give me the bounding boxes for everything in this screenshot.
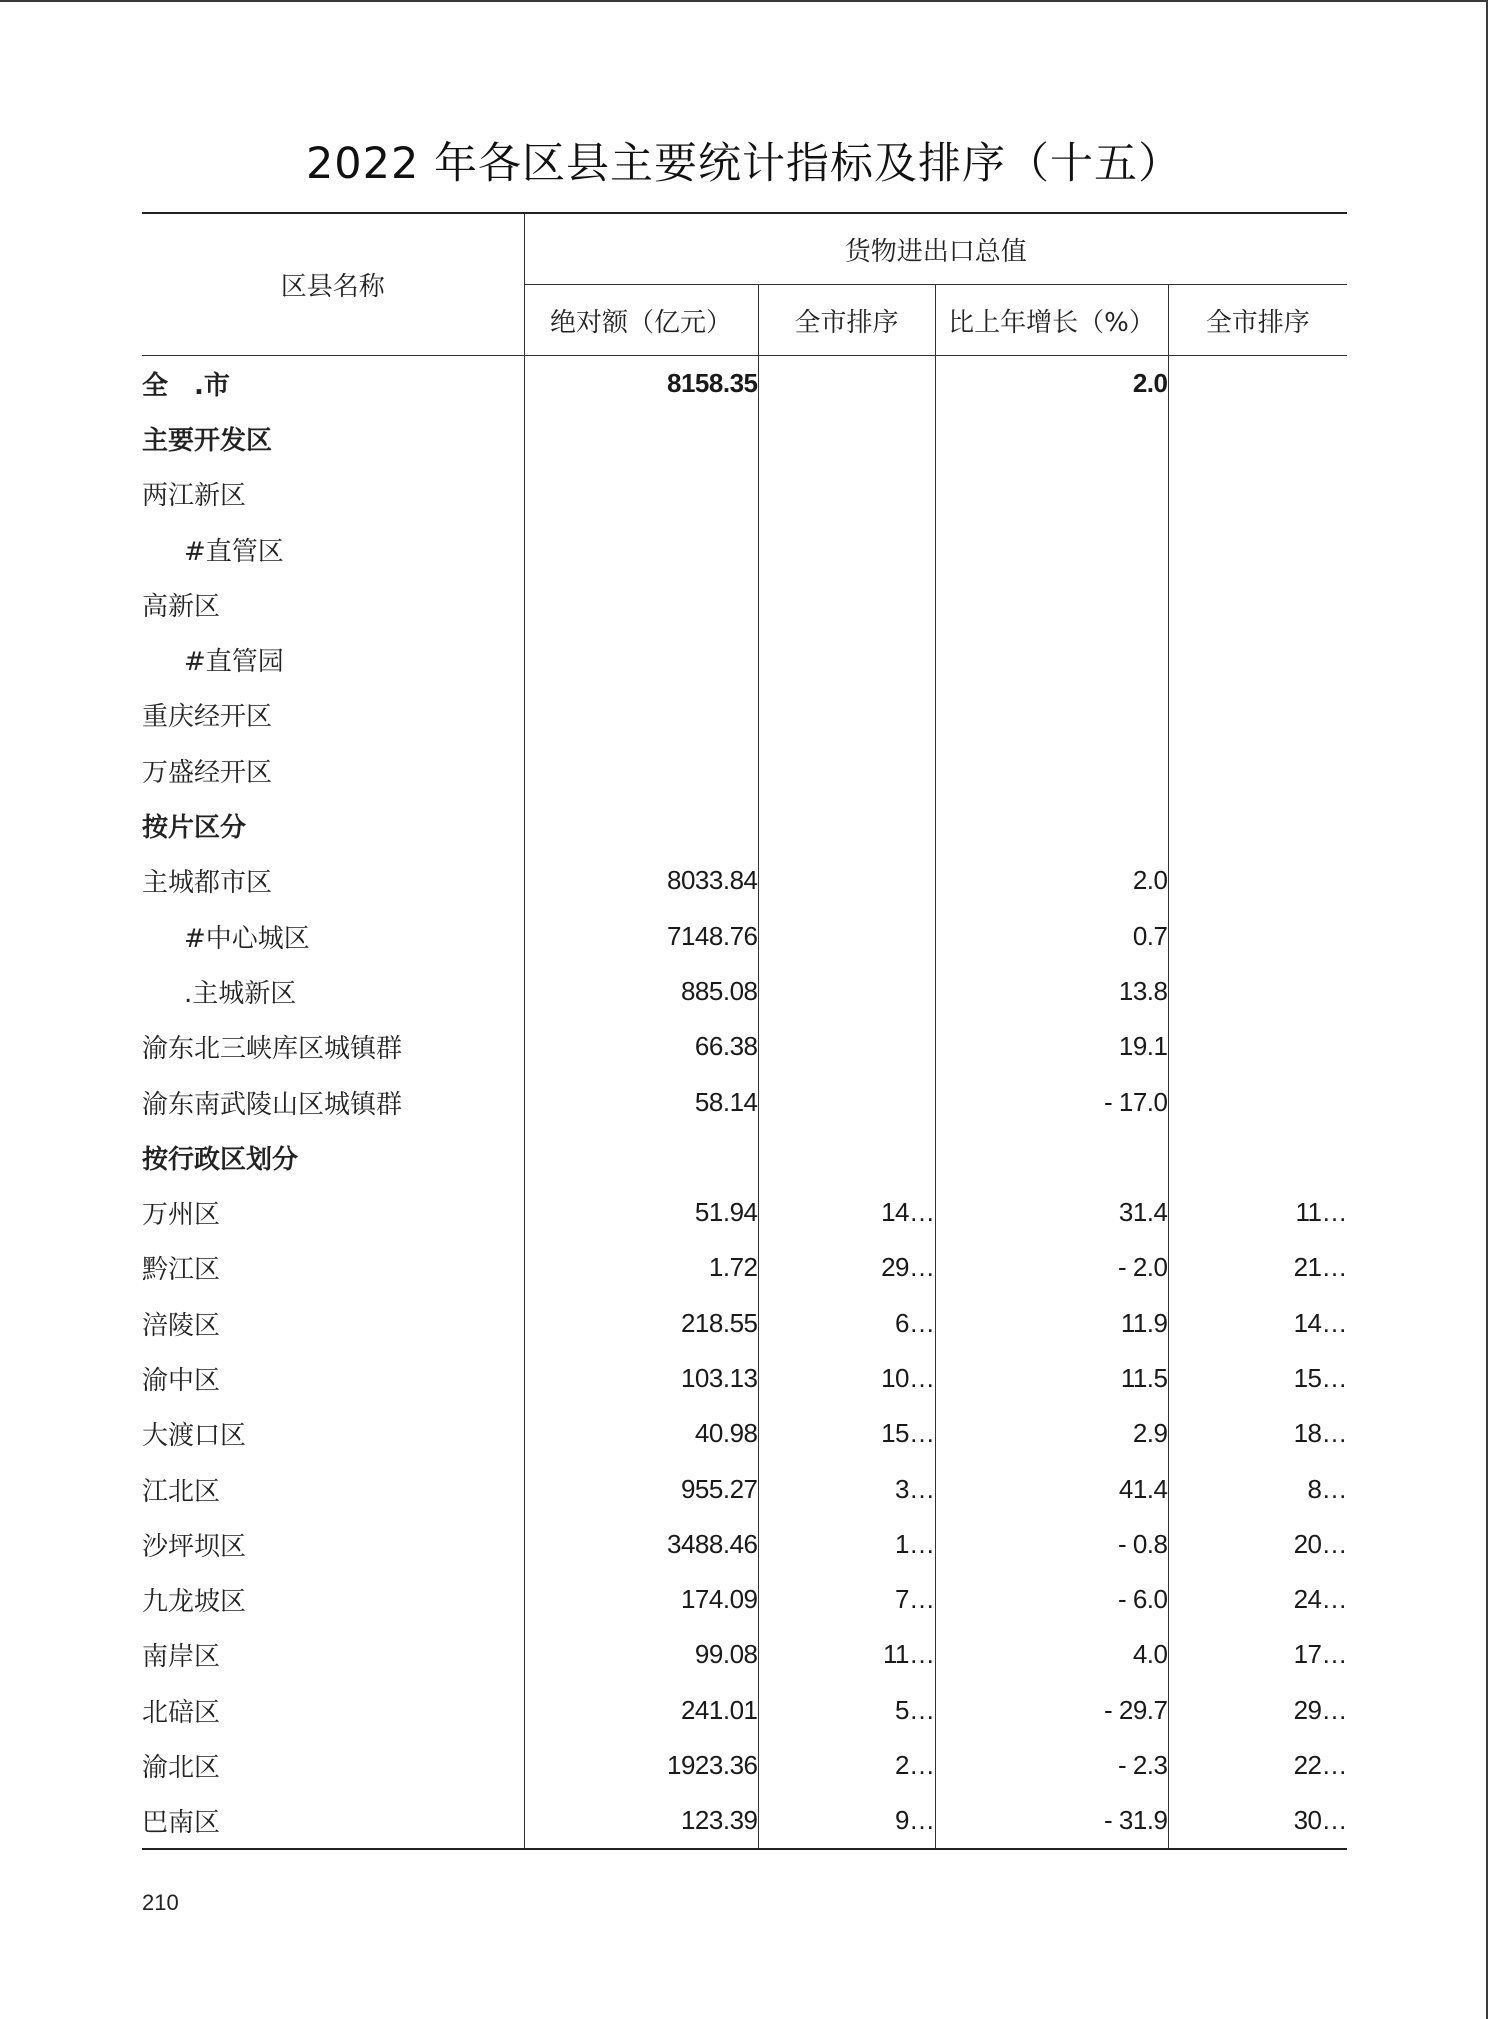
page-top-border [0, 0, 1488, 2]
absolute-value-cell: 1.72 [524, 1240, 758, 1295]
growth-rank-cell: 21… [1293, 1252, 1348, 1283]
absolute-value-cell [524, 577, 758, 632]
growth-rank-cell [1168, 577, 1347, 632]
absolute-value-cell: 885.08 [524, 964, 758, 1019]
district-name-cell: #直管区 [142, 521, 524, 576]
growth-rank-cell: 24… [1293, 1584, 1348, 1615]
district-name-cell: 涪陵区 [142, 1296, 524, 1351]
district-name-cell: 按片区分 [142, 798, 524, 853]
table-row [142, 1351, 1347, 1406]
absolute-value-cell: 123.39 [524, 1793, 758, 1848]
table-row [142, 1517, 1347, 1572]
absolute-value-cell: 174.09 [524, 1572, 758, 1627]
value-rank-cell [758, 1130, 935, 1185]
growth-cell [935, 632, 1168, 687]
absolute-value-header: 绝对额（亿元） [524, 285, 758, 356]
district-name-cell: 南岸区 [142, 1627, 524, 1682]
table-row [142, 798, 1347, 853]
district-name-cell: 渝北区 [142, 1738, 524, 1793]
growth-rank-cell: 20… [1293, 1528, 1348, 1559]
value-rank-cell [758, 632, 935, 687]
district-name-header: 区县名称 [142, 213, 524, 356]
value-rank-cell [758, 798, 935, 853]
absolute-value-cell: 1923.36 [524, 1738, 758, 1793]
table-row [142, 1683, 1347, 1738]
value-rank-cell [758, 411, 935, 466]
absolute-value-cell [524, 743, 758, 798]
growth-cell: - 2.0 [935, 1240, 1168, 1295]
district-name-cell: #直管园 [142, 632, 524, 687]
growth-cell: - 17.0 [935, 1074, 1168, 1129]
table-row [142, 1130, 1347, 1185]
absolute-value-cell: 103.13 [524, 1351, 758, 1406]
growth-rank-cell [1168, 632, 1347, 687]
absolute-value-cell: 66.38 [524, 1019, 758, 1074]
district-name-cell: .主城新区 [142, 964, 524, 1019]
value-rank-cell [758, 1019, 935, 1074]
district-name-cell: 黔江区 [142, 1240, 524, 1295]
growth-cell [935, 1130, 1168, 1185]
absolute-value-cell: 8158.35 [524, 356, 758, 411]
value-rank-cell: 10… [758, 1351, 935, 1406]
growth-cell: 2.9 [935, 1406, 1168, 1461]
growth-rank-cell [1168, 964, 1347, 1019]
growth-cell [935, 466, 1168, 521]
district-name-cell: 北碚区 [142, 1683, 524, 1738]
growth-cell [935, 521, 1168, 576]
growth-rank-cell [1168, 356, 1347, 411]
table-row [142, 1240, 1347, 1295]
table-row [142, 1185, 1347, 1240]
trade-total-header: 货物进出口总值 [524, 213, 1347, 285]
growth-rank-cell [1168, 743, 1347, 798]
table-row [142, 743, 1347, 798]
district-name-cell: 重庆经开区 [142, 687, 524, 742]
page-title: 2022 年各区县主要统计指标及排序（十五） [305, 139, 1183, 189]
table-row [142, 1296, 1347, 1351]
district-name-cell: 渝中区 [142, 1351, 524, 1406]
table-row [142, 411, 1347, 466]
absolute-value-cell: 218.55 [524, 1296, 758, 1351]
district-name-cell: 两江新区 [142, 466, 524, 521]
absolute-value-cell: 8033.84 [524, 853, 758, 908]
growth-rank-cell [1168, 908, 1347, 963]
table-row [142, 632, 1347, 687]
table-row [142, 1074, 1347, 1129]
value-rank-cell: 3… [758, 1461, 935, 1516]
absolute-value-cell [524, 466, 758, 521]
district-name-cell: 全 .市 [142, 356, 524, 411]
growth-rank-cell [1168, 411, 1347, 466]
table-body [142, 356, 1347, 1849]
absolute-value-cell: 99.08 [524, 1627, 758, 1682]
growth-rank-cell: 22… [1293, 1750, 1348, 1781]
growth-cell: - 0.8 [935, 1517, 1168, 1572]
value-rank-cell [758, 853, 935, 908]
absolute-value-cell: 3488.46 [524, 1517, 758, 1572]
growth-cell: 13.8 [935, 964, 1168, 1019]
district-name-cell: 九龙坡区 [142, 1572, 524, 1627]
value-rank-cell [758, 1074, 935, 1129]
growth-cell: - 31.9 [935, 1793, 1168, 1848]
growth-cell: 2.0 [935, 356, 1168, 411]
district-name-cell: 沙坪坝区 [142, 1517, 524, 1572]
absolute-value-cell [524, 521, 758, 576]
value-rank-cell: 2… [758, 1738, 935, 1793]
table-row [142, 521, 1347, 576]
growth-cell [935, 411, 1168, 466]
growth-rank-cell: 15… [1293, 1362, 1348, 1393]
statistics-table [142, 212, 1347, 1850]
growth-cell [935, 577, 1168, 632]
absolute-value-cell: 58.14 [524, 1074, 758, 1129]
value-rank-cell: 29… [758, 1240, 935, 1295]
growth-cell [935, 743, 1168, 798]
growth-cell: 11.5 [935, 1351, 1168, 1406]
growth-rank-cell: 17… [1293, 1639, 1348, 1670]
page-number: 210 [142, 1890, 179, 1915]
table-row [142, 1627, 1347, 1682]
district-name-cell: #中心城区 [142, 908, 524, 963]
growth-rank-cell [1168, 1074, 1347, 1129]
table-row [142, 1793, 1347, 1848]
table-row [142, 908, 1347, 963]
value-rank-cell: 9… [758, 1793, 935, 1848]
growth-cell: 4.0 [935, 1627, 1168, 1682]
value-rank-cell: 15… [758, 1406, 935, 1461]
growth-rank-cell: 18… [1293, 1418, 1348, 1449]
growth-cell: 19.1 [935, 1019, 1168, 1074]
table-row [142, 1406, 1347, 1461]
district-name-cell: 万州区 [142, 1185, 524, 1240]
value-rank-cell: 7… [758, 1572, 935, 1627]
district-name-cell: 巴南区 [142, 1793, 524, 1848]
value-rank-cell [758, 356, 935, 411]
value-rank-cell [758, 466, 935, 521]
table-row [142, 356, 1347, 411]
growth-cell: - 6.0 [935, 1572, 1168, 1627]
growth-cell: 11.9 [935, 1296, 1168, 1351]
absolute-value-cell [524, 1130, 758, 1185]
table-row [142, 577, 1347, 632]
growth-cell: 31.4 [935, 1185, 1168, 1240]
growth-cell: 41.4 [935, 1461, 1168, 1516]
absolute-value-cell: 955.27 [524, 1461, 758, 1516]
district-name-cell: 按行政区划分 [142, 1130, 524, 1185]
growth-cell: - 2.3 [935, 1738, 1168, 1793]
value-rank-header: 全市排序 [758, 285, 935, 356]
value-rank-cell [758, 964, 935, 1019]
value-rank-cell: 14… [758, 1185, 935, 1240]
growth-cell: 2.0 [935, 853, 1168, 908]
value-rank-cell [758, 577, 935, 632]
growth-rank-cell: 14… [1293, 1307, 1348, 1338]
growth-rank-cell [1168, 687, 1347, 742]
table-header [142, 213, 1347, 356]
growth-rank-cell [1168, 853, 1347, 908]
value-rank-cell: 1… [758, 1517, 935, 1572]
table-row [142, 853, 1347, 908]
table-row [142, 1572, 1347, 1627]
growth-rank-cell: 29… [1293, 1694, 1348, 1725]
table-row [142, 964, 1347, 1019]
growth-header: 比上年增长（%） [935, 285, 1168, 356]
growth-rank-cell: 11… [1295, 1197, 1348, 1228]
absolute-value-cell [524, 411, 758, 466]
value-rank-cell: 11… [758, 1627, 935, 1682]
district-name-cell: 万盛经开区 [142, 743, 524, 798]
absolute-value-cell: 241.01 [524, 1683, 758, 1738]
growth-cell: 0.7 [935, 908, 1168, 963]
value-rank-cell [758, 521, 935, 576]
district-name-cell: 大渡口区 [142, 1406, 524, 1461]
growth-rank-cell: 8… [1307, 1473, 1348, 1504]
value-rank-cell [758, 687, 935, 742]
district-name-cell: 渝东南武陵山区城镇群 [142, 1074, 524, 1129]
district-name-cell: 江北区 [142, 1461, 524, 1516]
absolute-value-cell: 7148.76 [524, 908, 758, 963]
growth-rank-cell [1168, 1019, 1347, 1074]
district-name-cell: 主要开发区 [142, 411, 524, 466]
absolute-value-cell: 40.98 [524, 1406, 758, 1461]
absolute-value-cell: 51.94 [524, 1185, 758, 1240]
table-row [142, 1019, 1347, 1074]
value-rank-cell: 6… [758, 1296, 935, 1351]
absolute-value-cell [524, 687, 758, 742]
district-name-cell: 主城都市区 [142, 853, 524, 908]
growth-cell [935, 798, 1168, 853]
table-row [142, 466, 1347, 521]
absolute-value-cell [524, 798, 758, 853]
table-row [142, 1738, 1347, 1793]
table-row [142, 687, 1347, 742]
growth-cell: - 29.7 [935, 1683, 1168, 1738]
growth-rank-cell [1168, 521, 1347, 576]
absolute-value-cell [524, 632, 758, 687]
value-rank-cell [758, 908, 935, 963]
district-name-cell: 高新区 [142, 577, 524, 632]
growth-rank-cell: 30… [1293, 1804, 1348, 1835]
growth-rank-cell [1168, 1130, 1347, 1185]
growth-cell [935, 687, 1168, 742]
table-row [142, 1461, 1347, 1516]
growth-rank-cell [1168, 466, 1347, 521]
district-name-cell: 渝东北三峡库区城镇群 [142, 1019, 524, 1074]
value-rank-cell [758, 743, 935, 798]
growth-rank-cell [1168, 798, 1347, 853]
growth-rank-header: 全市排序 [1168, 285, 1347, 356]
value-rank-cell: 5… [758, 1683, 935, 1738]
